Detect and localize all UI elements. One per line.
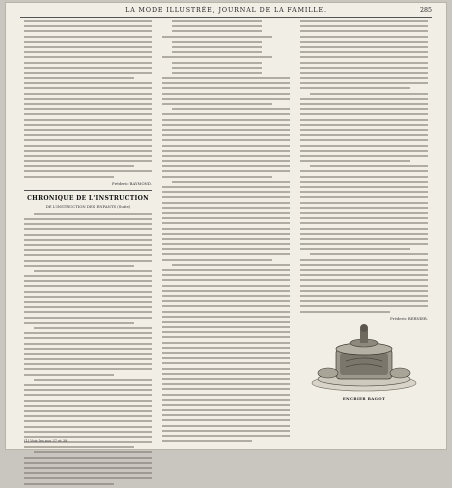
- divider: [24, 190, 152, 191]
- body-text-block: [24, 20, 152, 178]
- journal-title: LA MODE ILLUSTRÉE, JOURNAL DE LA FAMILLE.: [125, 7, 327, 14]
- inkstand-illustration: [306, 321, 422, 393]
- page-header: [20, 7, 432, 18]
- body-text-block: [300, 20, 428, 313]
- body-text-block: [162, 20, 290, 442]
- section-heading: CHRONIQUE DE L'INSTRUCTION: [27, 194, 149, 202]
- column-left: [24, 20, 152, 488]
- column-right: [300, 20, 428, 325]
- illustration-caption: ENCRIER RAGOT: [342, 396, 386, 401]
- footnote: (1) Voir les nos 37 et 38: [24, 439, 68, 443]
- newspaper-page: [6, 3, 446, 449]
- author-signature: Fréderic BAYMOND.: [111, 180, 152, 186]
- body-text-block: [24, 213, 152, 485]
- section-subheading: DE L'INSTRUCTION DES ENFANTS (Suite): [45, 203, 131, 209]
- page-number: 285: [419, 7, 432, 14]
- column-middle: [162, 20, 290, 445]
- author-signature: Fréderic BERNIER.: [390, 315, 428, 321]
